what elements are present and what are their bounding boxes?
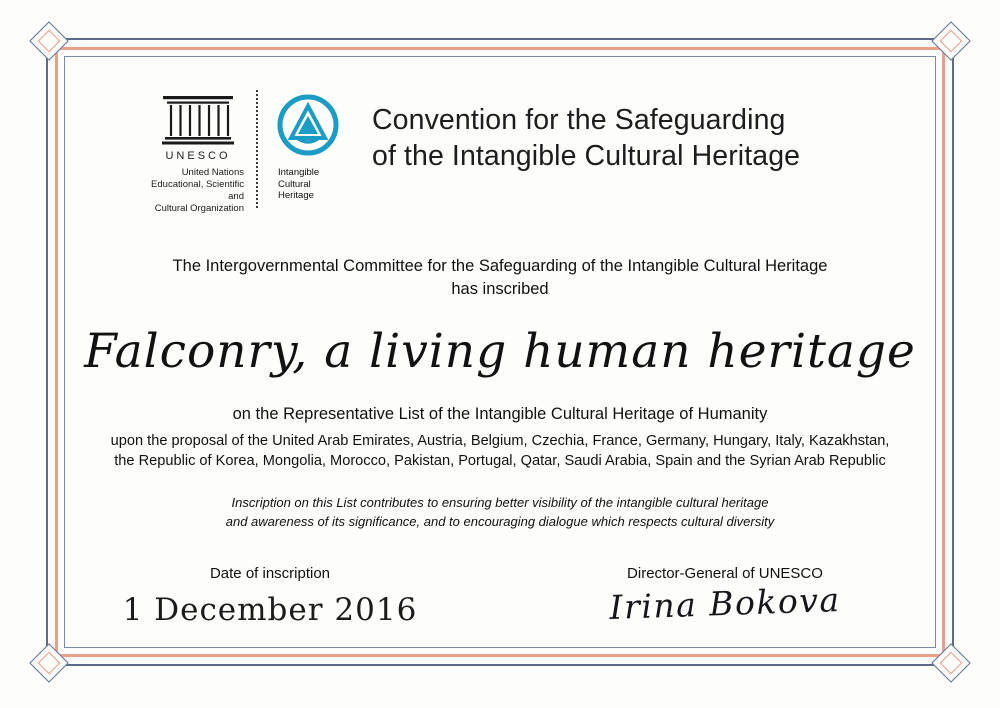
ich-caption-line-3: Heritage	[278, 190, 314, 201]
committee-line-1: The Intergovernmental Committee for the Safeguarding of the Intangible Cultural Heritage	[172, 257, 828, 275]
date-block	[120, 565, 420, 628]
date-label: Date of inscription	[209, 565, 331, 582]
inscribed-element-name: Falconry, a living human heritage	[84, 324, 916, 379]
convention-title-line-2: of the Intangible Cultural Heritage	[372, 140, 801, 172]
unesco-wordmark: UNESCO	[165, 150, 231, 162]
ich-caption-line-1: Intangible	[278, 167, 320, 178]
certificate-content	[80, 72, 920, 632]
unesco-subtitle-line-1: United Nations	[181, 167, 244, 178]
proposing-states	[80, 431, 920, 471]
certificate-header	[80, 72, 920, 215]
unesco-temple-icon	[159, 92, 237, 148]
inscription-note	[80, 493, 920, 531]
director-signature: Irina Bokova	[608, 579, 842, 628]
inscription-note-line-1: Inscription on this List contributes to ensuring better visibility of the intangible cultural heritage	[231, 495, 769, 510]
unesco-subtitle-line-3: Cultural Organization	[154, 203, 244, 214]
ich-caption	[270, 167, 346, 202]
representative-list-line: on the Representative List of the Intangible Cultural Heritage of Humanity	[232, 405, 768, 423]
convention-title	[346, 88, 920, 174]
logo-divider	[256, 90, 258, 208]
signature-row	[80, 565, 920, 628]
date-value: 1 December 2016	[122, 592, 418, 628]
ich-logo	[270, 88, 346, 202]
proposing-states-line-2: the Republic of Korea, Mongolia, Morocco, Pakistan, Portugal, Qatar, Saudi Arabia, Spain and the Syrian Arab Republic	[114, 453, 886, 469]
ich-caption-line-2: Cultural	[278, 178, 311, 190]
director-block	[560, 565, 890, 628]
unesco-subtitle-line-2: Educational, Scientific and	[151, 179, 244, 202]
committee-line-2: has inscribed	[451, 280, 549, 298]
logo-block	[150, 88, 346, 215]
proposing-states-line-1: upon the proposal of the United Arab Emirates, Austria, Belgium, Czechia, France, Germany, Hungary, Italy, Kazakhstan,	[110, 433, 890, 449]
inscription-note-line-2: and awareness of its significance, and to encouraging dialogue which respects cultural diversity	[225, 514, 775, 529]
director-label: Director-General of UNESCO	[627, 565, 823, 582]
unesco-logo	[150, 88, 246, 215]
convention-title-line-1: Convention for the Safeguarding	[372, 104, 786, 136]
unesco-subtitle	[150, 167, 246, 215]
intangible-cultural-heritage-icon	[277, 94, 339, 156]
committee-statement	[80, 255, 920, 301]
